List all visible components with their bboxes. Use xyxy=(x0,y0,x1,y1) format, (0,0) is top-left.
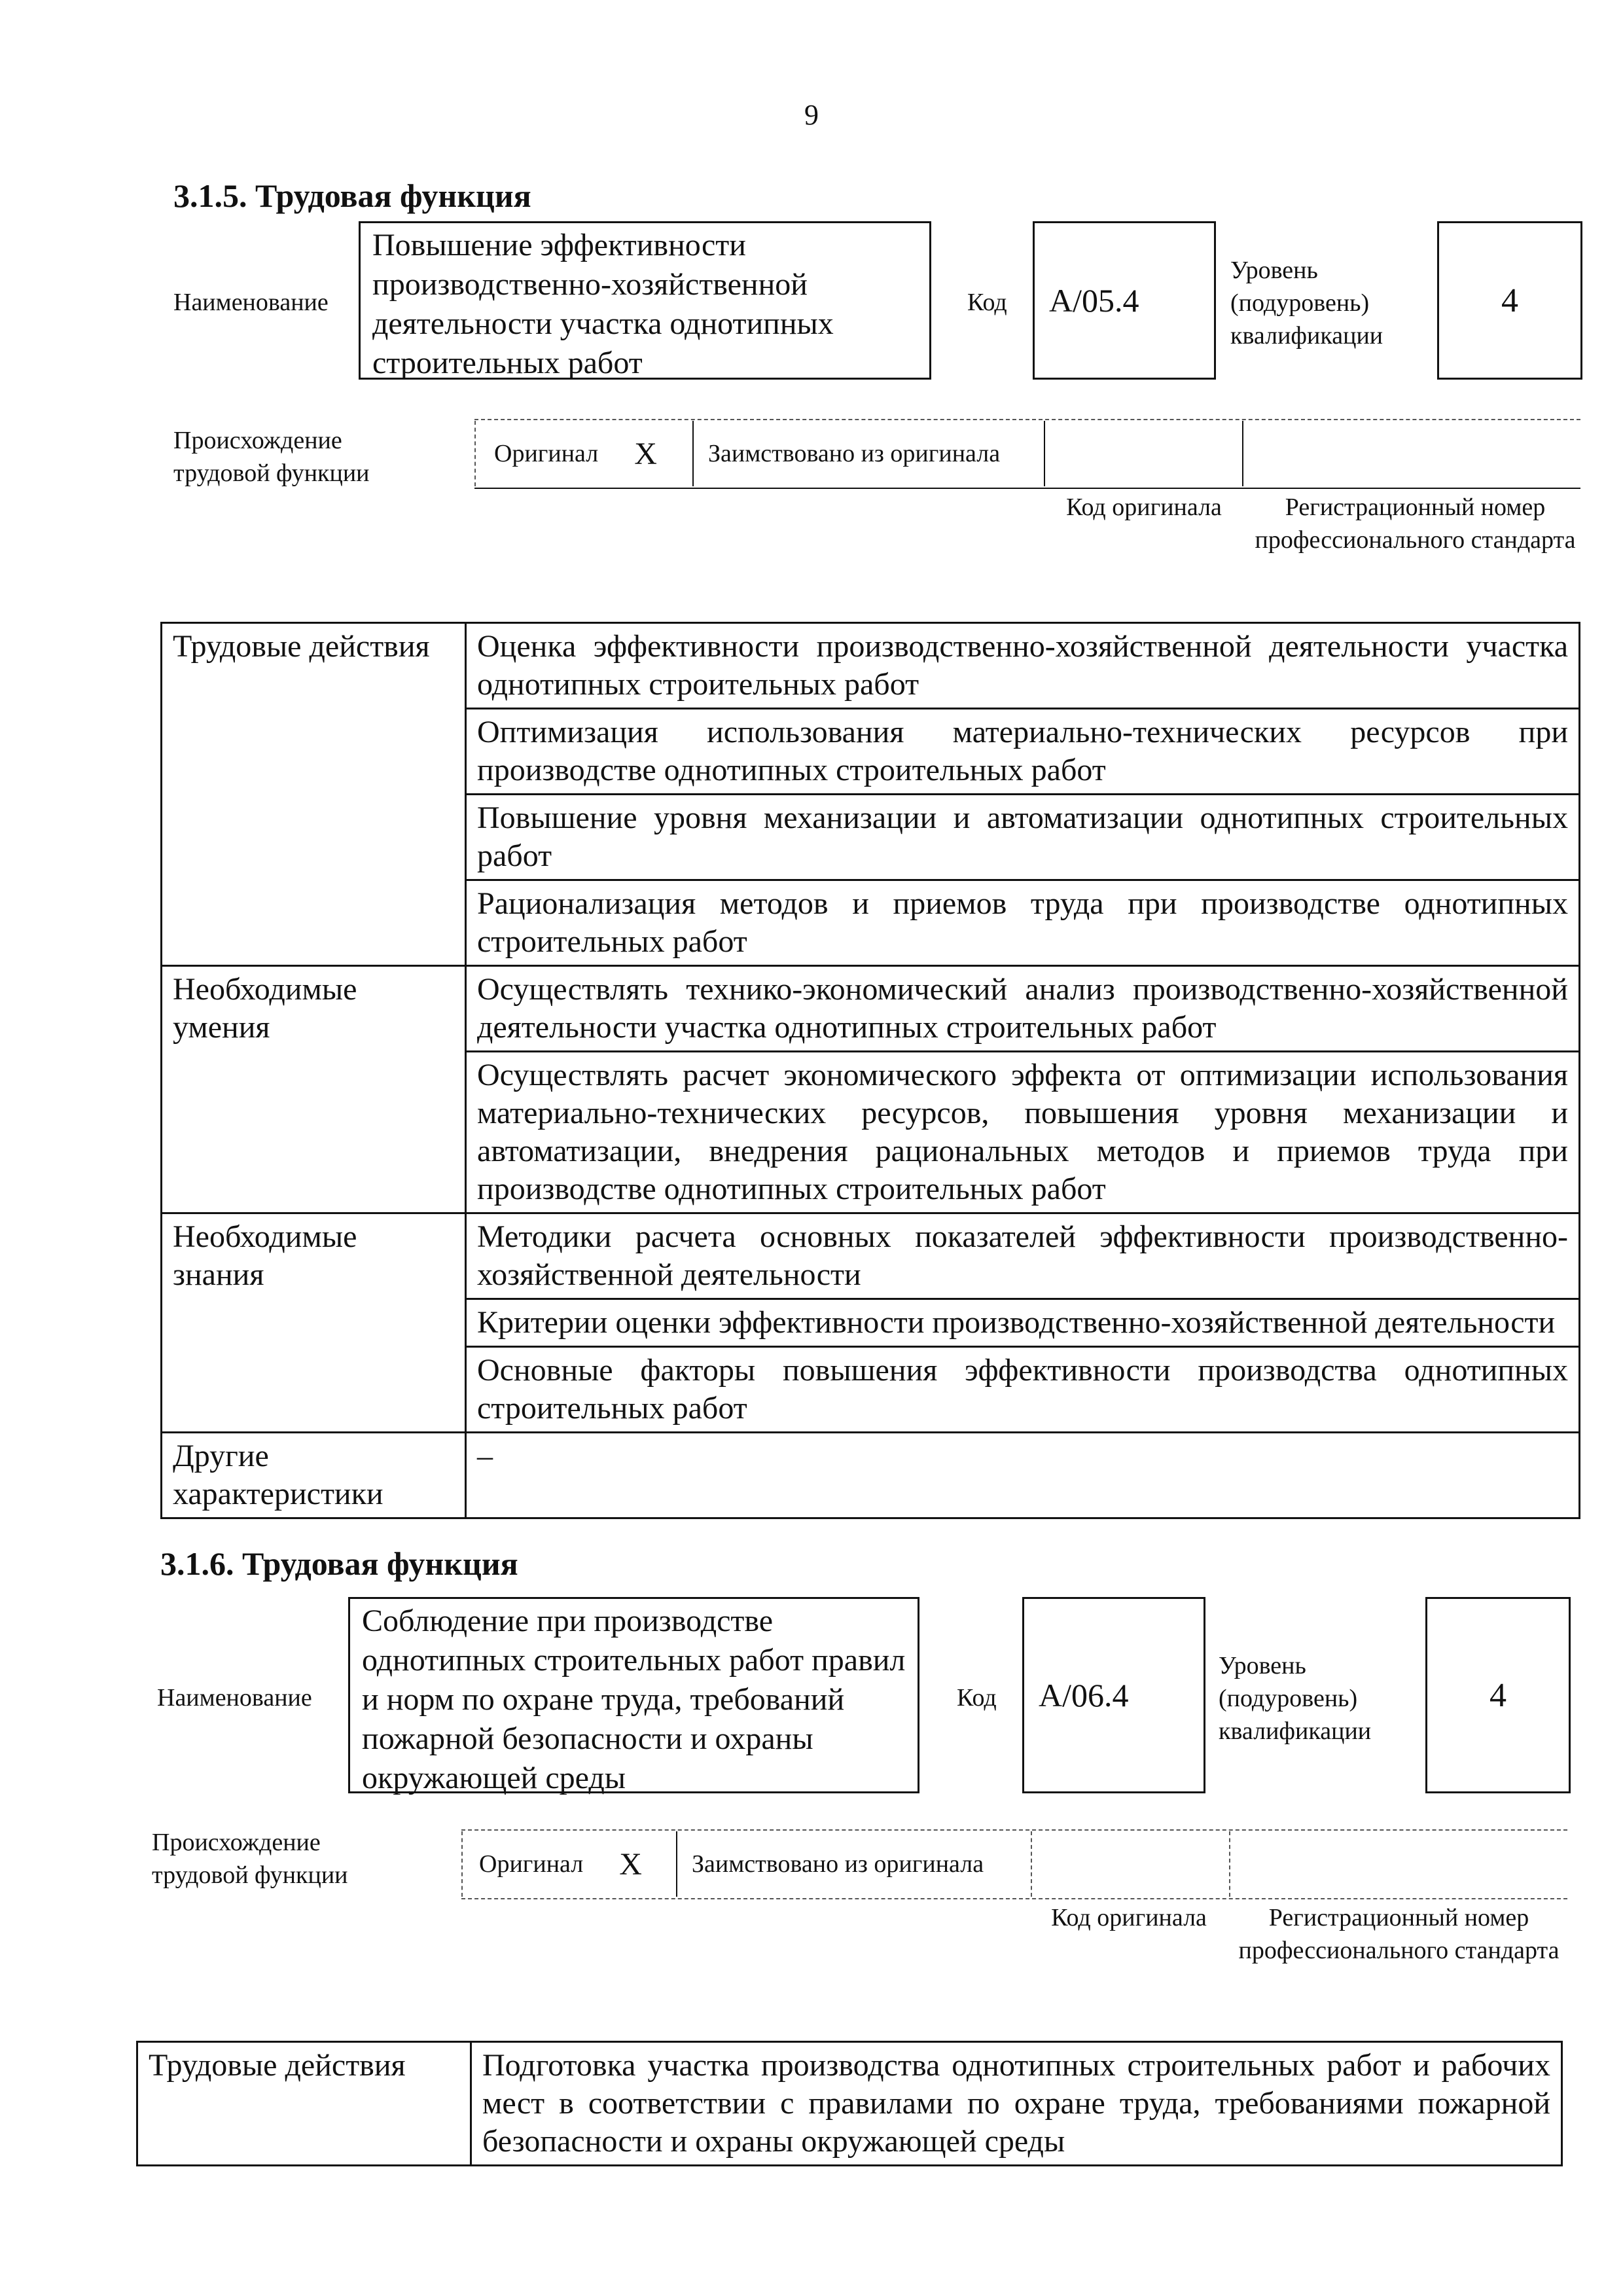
code-label: Код xyxy=(967,289,1007,316)
table-row xyxy=(162,966,1580,1052)
name-label: Наименование xyxy=(173,289,329,316)
function-name-box: Соблюдение при производстве однотипных строительных работ правил и норм по охране труда, требований пожарной безопасности и охраны окружающей среды xyxy=(348,1597,919,1793)
origin-original-label: Оригинал xyxy=(494,440,599,467)
name-label: Наименование xyxy=(157,1684,312,1712)
table-row xyxy=(162,1213,1580,1299)
table-cell: Основные факторы повышения эффективности производства однотипных строительных работ xyxy=(466,1347,1580,1433)
table-row xyxy=(137,2042,1562,2166)
caption-original-code: Код оригинала xyxy=(1066,493,1222,521)
page-number: 9 xyxy=(804,99,819,131)
table-cell: Критерии оценки эффективности производственно-хозяйственной деятельности xyxy=(466,1299,1580,1347)
level-label: Уровень (подуровень) квалификации xyxy=(1230,257,1383,350)
level-value-box: 4 xyxy=(1437,221,1582,380)
row-header-required-skills: Необходимые умения xyxy=(162,966,466,1213)
origin-x-mark: X xyxy=(619,1846,642,1882)
original-code-cell xyxy=(1031,1831,1228,1897)
origin-original-label: Оригинал xyxy=(479,1850,584,1878)
code-label: Код xyxy=(957,1684,997,1712)
function-code-box: А/05.4 xyxy=(1033,221,1216,380)
table-cell: Оптимизация использования материально-технических ресурсов при производстве однотипных строительных работ xyxy=(466,709,1580,795)
table-cell: Осуществлять расчет экономического эффекта от оптимизации использования материально-технических ресурсов, повышения уровня механизации и автоматизации, внедрения рациональных методов и приемов труда при производстве однотипных строительных работ xyxy=(466,1052,1580,1213)
origin-borrowed-cell xyxy=(692,421,1044,486)
origin-borrowed-label: Заимствовано из оригинала xyxy=(692,1850,984,1878)
origin-borrowed-label: Заимствовано из оригинала xyxy=(708,440,1001,467)
origin-original-cell xyxy=(461,1831,675,1897)
original-code-cell xyxy=(1044,421,1241,486)
level-label: Уровень (подуровень) квалификации xyxy=(1219,1652,1372,1745)
table-row xyxy=(162,623,1580,709)
row-header-labor-actions: Трудовые действия xyxy=(162,623,466,966)
caption-reg-number: Регистрационный номер профессионального стандарта xyxy=(1255,493,1576,554)
origin-label: Происхождение трудовой функции xyxy=(173,427,370,487)
table-cell: Осуществлять технико-экономический анализ производственно-хозяйственной деятельности участка однотипных строительных работ xyxy=(466,966,1580,1052)
origin-row-top-line xyxy=(474,419,1580,420)
function-table-3-1-5 xyxy=(160,622,1580,1519)
row-header-required-knowledge: Необходимые знания xyxy=(162,1213,466,1433)
level-value-box: 4 xyxy=(1425,1597,1571,1793)
reg-number-cell xyxy=(1229,1831,1567,1897)
row-header-labor-actions: Трудовые действия xyxy=(137,2042,471,2166)
table-cell: Рационализация методов и приемов труда при производстве однотипных строительных работ xyxy=(466,880,1580,966)
function-name-box: Повышение эффективности производственно-хозяйственной деятельности участка однотипных строительных работ xyxy=(359,221,931,380)
table-cell: Подготовка участка производства однотипных строительных работ и рабочих мест в соответствии с правилами по охране труда, требованиями пожарной безопасности и охраны окружающей среды xyxy=(471,2042,1562,2166)
section-3-1-6-title: 3.1.6. Трудовая функция xyxy=(160,1545,518,1582)
origin-row-bottom-line xyxy=(461,1898,1567,1899)
reg-number-cell xyxy=(1242,421,1580,486)
caption-reg-number: Регистрационный номер профессионального стандарта xyxy=(1238,1904,1560,1964)
table-cell: Методики расчета основных показателей эффективности производственно-хозяйственной деятельности xyxy=(466,1213,1580,1299)
caption-original-code: Код оригинала xyxy=(1051,1904,1207,1931)
table-cell: Оценка эффективности производственно-хозяйственной деятельности участка однотипных строительных работ xyxy=(466,623,1580,709)
origin-label: Происхождение трудовой функции xyxy=(152,1829,348,1889)
function-code-box: А/06.4 xyxy=(1022,1597,1205,1793)
table-cell: – xyxy=(466,1433,1580,1518)
origin-row-bottom-line xyxy=(474,488,1580,489)
origin-row-top-line xyxy=(461,1829,1567,1831)
origin-original-cell xyxy=(474,421,692,486)
origin-x-mark: X xyxy=(634,436,657,471)
origin-borrowed-cell xyxy=(676,1831,1031,1897)
table-row xyxy=(162,1433,1580,1518)
section-3-1-5-title: 3.1.5. Трудовая функция xyxy=(173,177,531,214)
table-cell: Повышение уровня механизации и автоматизации однотипных строительных работ xyxy=(466,795,1580,880)
function-table-3-1-6 xyxy=(136,2041,1563,2166)
row-header-other-characteristics: Другие характеристики xyxy=(162,1433,466,1518)
